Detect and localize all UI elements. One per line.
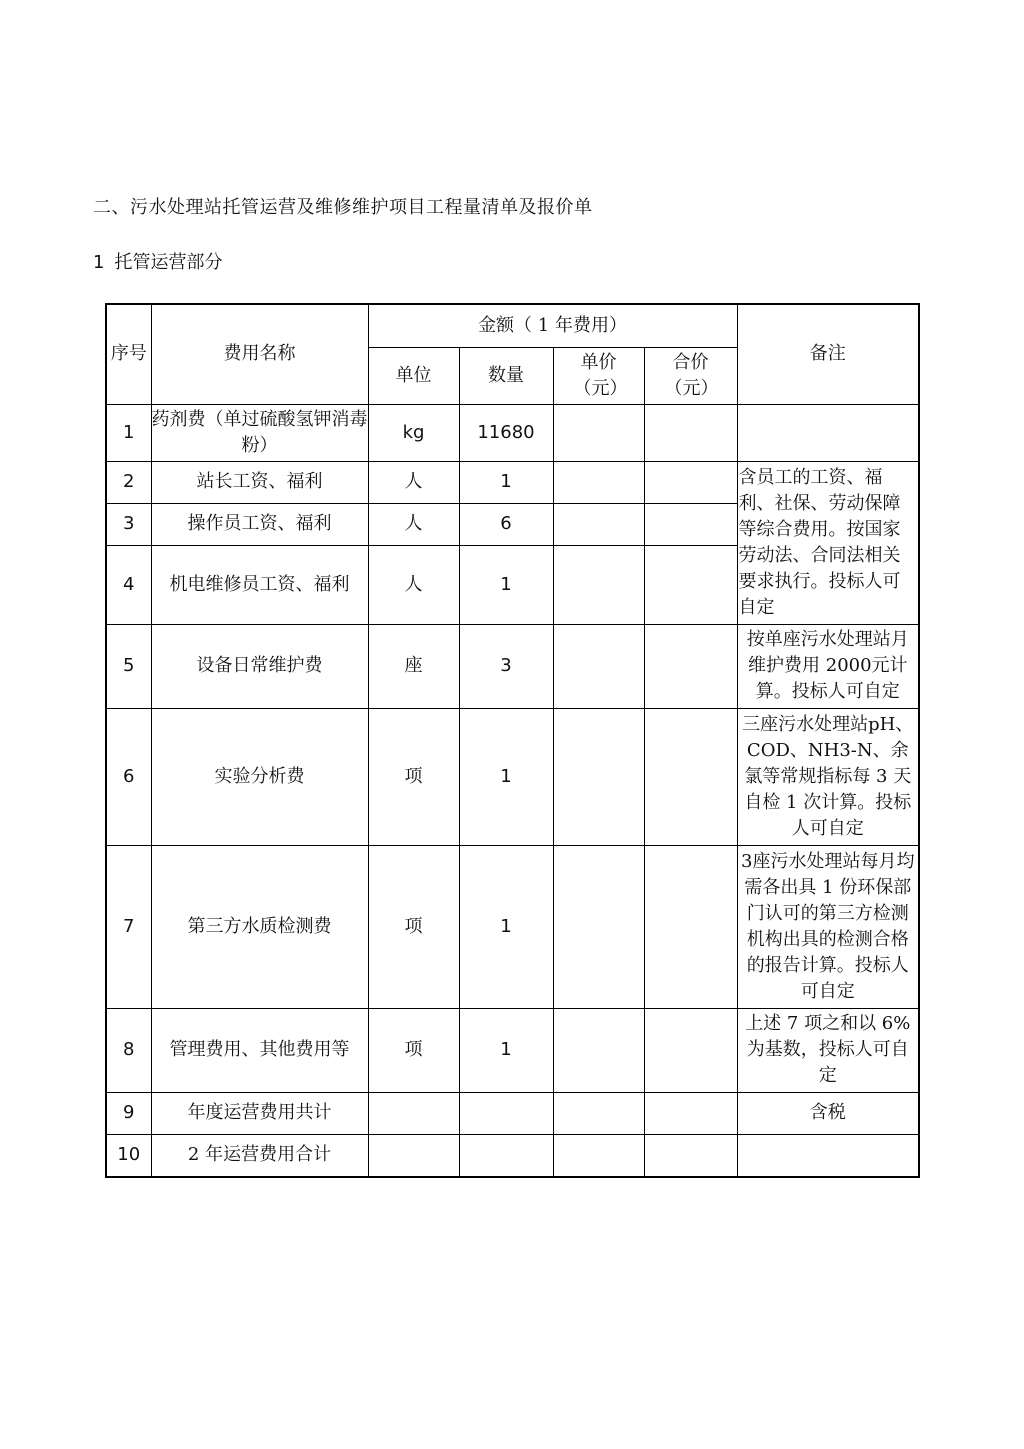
row-unit-price xyxy=(553,1092,644,1134)
row-remarks xyxy=(737,404,919,461)
row-unit: 项 xyxy=(368,708,459,845)
table-row xyxy=(106,1134,919,1177)
row-quantity: 6 xyxy=(459,503,553,545)
row-total-price xyxy=(644,545,737,624)
section-title: 托管运营部分 xyxy=(114,252,223,273)
row-seq: 9 xyxy=(106,1092,151,1134)
quotation-table xyxy=(105,303,920,1178)
row-name: 2 年运营费用合计 xyxy=(151,1134,368,1177)
row-quantity: 11680 xyxy=(459,404,553,461)
row-total-price xyxy=(644,461,737,503)
row-unit-price xyxy=(553,545,644,624)
row-remarks: 按单座污水处理站月维护费用 2000元计算。投标人可自定 xyxy=(737,624,919,708)
row-quantity: 3 xyxy=(459,624,553,708)
row-quantity xyxy=(459,1134,553,1177)
row-seq: 5 xyxy=(106,624,151,708)
row-name: 第三方水质检测费 xyxy=(151,845,368,1008)
header-seq: 序号 xyxy=(106,304,151,404)
row-unit: 项 xyxy=(368,845,459,1008)
row-seq: 4 xyxy=(106,545,151,624)
header-total-price: 合价（元） xyxy=(644,347,737,404)
row-quantity xyxy=(459,1092,553,1134)
row-unit-price xyxy=(553,404,644,461)
row-remarks: 上述 7 项之和以 6%为基数，投标人可自定 xyxy=(737,1008,919,1092)
row-remarks: 含员工的工资、福利、社保、劳动保障等综合费用。按国家劳动法、合同法相关要求执行。投标人可自定 xyxy=(737,461,919,624)
row-unit-price xyxy=(553,708,644,845)
row-remarks xyxy=(737,1134,919,1177)
row-unit: 人 xyxy=(368,503,459,545)
row-name: 设备日常维护费 xyxy=(151,624,368,708)
row-name: 机电维修员工资、福利 xyxy=(151,545,368,624)
row-name: 药剂费（单过硫酸氢钾消毒粉） xyxy=(151,404,368,461)
row-total-price xyxy=(644,845,737,1008)
row-quantity: 1 xyxy=(459,845,553,1008)
row-name: 管理费用、其他费用等 xyxy=(151,1008,368,1092)
row-seq: 8 xyxy=(106,1008,151,1092)
row-name: 实验分析费 xyxy=(151,708,368,845)
row-seq: 6 xyxy=(106,708,151,845)
header-unit: 单位 xyxy=(368,347,459,404)
row-unit: kg xyxy=(368,404,459,461)
row-quantity: 1 xyxy=(459,461,553,503)
row-name: 操作员工资、福利 xyxy=(151,503,368,545)
row-remarks: 含税 xyxy=(737,1092,919,1134)
row-total-price xyxy=(644,404,737,461)
row-total-price xyxy=(644,624,737,708)
row-name: 年度运营费用共计 xyxy=(151,1092,368,1134)
row-quantity: 1 xyxy=(459,545,553,624)
row-seq: 10 xyxy=(106,1134,151,1177)
row-unit-price xyxy=(553,1134,644,1177)
row-unit: 座 xyxy=(368,624,459,708)
row-unit-price xyxy=(553,1008,644,1092)
row-unit: 人 xyxy=(368,545,459,624)
row-seq: 7 xyxy=(106,845,151,1008)
table-row xyxy=(106,461,919,503)
row-total-price xyxy=(644,503,737,545)
row-seq: 1 xyxy=(106,404,151,461)
header-row xyxy=(106,304,919,347)
row-seq: 3 xyxy=(106,503,151,545)
table-row xyxy=(106,624,919,708)
table-row xyxy=(106,1008,919,1092)
row-unit-price xyxy=(553,845,644,1008)
row-name: 站长工资、福利 xyxy=(151,461,368,503)
row-quantity: 1 xyxy=(459,708,553,845)
table-row xyxy=(106,404,919,461)
row-total-price xyxy=(644,1092,737,1134)
document-heading: 二、污水处理站托管运营及维修维护项目工程量清单及报价单 xyxy=(93,197,593,218)
section-number: 1 xyxy=(93,252,105,273)
row-total-price xyxy=(644,1134,737,1177)
row-remarks: 3座污水处理站每月均需各出具 1 份环保部门认可的第三方检测机构出具的检测合格的报告计算。投标人可自定 xyxy=(737,845,919,1008)
row-quantity: 1 xyxy=(459,1008,553,1092)
row-total-price xyxy=(644,708,737,845)
row-seq: 2 xyxy=(106,461,151,503)
row-unit-price xyxy=(553,461,644,503)
row-total-price xyxy=(644,1008,737,1092)
row-unit: 项 xyxy=(368,1008,459,1092)
table-row xyxy=(106,1092,919,1134)
row-remarks: 三座污水处理站pH、COD、NH3-N、余氯等常规指标每 3 天自检 1 次计算。投标人可自定 xyxy=(737,708,919,845)
header-quantity: 数量 xyxy=(459,347,553,404)
table-row xyxy=(106,845,919,1008)
row-unit-price xyxy=(553,503,644,545)
table-row xyxy=(106,708,919,845)
row-unit-price xyxy=(553,624,644,708)
section-subheading xyxy=(93,248,222,274)
row-unit: 人 xyxy=(368,461,459,503)
row-unit xyxy=(368,1134,459,1177)
header-name: 费用名称 xyxy=(151,304,368,404)
header-amount-group: 金额（ 1 年费用） xyxy=(368,304,737,347)
header-remarks: 备注 xyxy=(737,304,919,404)
row-unit xyxy=(368,1092,459,1134)
header-unit-price: 单价（元） xyxy=(553,347,644,404)
